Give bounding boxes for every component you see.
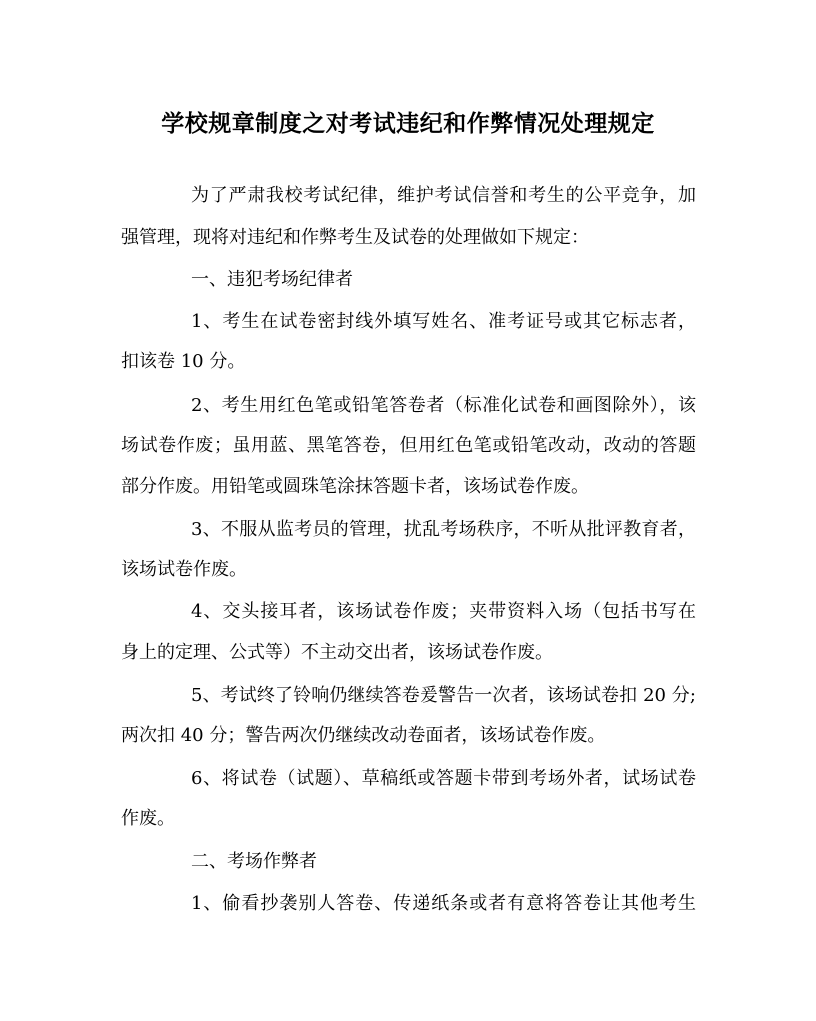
document-title: 学校规章制度之对考试违纪和作弊情况处理规定 xyxy=(161,110,655,137)
paragraph-line-intro-2: 强管理，现将对违纪和作弊考生及试卷的处理做如下规定： xyxy=(121,227,589,248)
rule-5-line-2: 两次扣 40 分；警告两次仍继续改动卷面者，该场试卷作废。 xyxy=(121,725,606,746)
rule-1-line-1: 1、考生在试卷密封线外填写姓名、准考证号或其它标志者， xyxy=(191,311,696,332)
rule-6-line-2: 作废。 xyxy=(121,808,175,829)
rule-5-line-1: 5、考试终了铃响仍继续答卷爰警告一次者，该场试卷扣 20 分; xyxy=(191,685,696,706)
rule-2-line-2: 场试卷作废；虽用蓝、黑笔答卷，但用红色笔或铅笔改动，改动的答题 xyxy=(121,435,696,456)
rule-4-line-1: 4、交头接耳者，该场试卷作废；夹带资料入场（包括书写在 xyxy=(191,601,696,622)
paragraph-line-intro-1: 为了严肃我校考试纪律，维护考试信誉和考生的公平竞争，加 xyxy=(191,185,696,206)
rule-4-line-2: 身上的定理、公式等）不主动交出者，该场试卷作废。 xyxy=(121,642,553,663)
rule-2-line-3: 部分作废。用铅笔或圆珠笔涂抹答题卡者，该场试卷作废。 xyxy=(121,476,589,497)
section-heading-2: 二、考场作弊者 xyxy=(191,851,317,872)
rule-1-line-2: 扣该卷 10 分。 xyxy=(121,351,246,372)
rule-3-line-1: 3、不服从监考员的管理，扰乱考场秩序，不听从批评教育者， xyxy=(191,519,696,540)
rule-6-line-1: 6、将试卷（试题）、草稿纸或答题卡带到考场外者，试场试卷 xyxy=(191,768,696,789)
section-heading-1: 一、违犯考场纪律者 xyxy=(191,269,353,290)
rule-2-line-1: 2、考生用红色笔或铅笔答卷者（标准化试卷和画图除外），该 xyxy=(191,395,696,416)
rule-3-line-2: 该场试卷作废。 xyxy=(121,559,247,580)
cheat-rule-1-line-1: 1、偷看抄袭别人答卷、传递纸条或者有意将答卷让其他考生 xyxy=(191,893,696,914)
